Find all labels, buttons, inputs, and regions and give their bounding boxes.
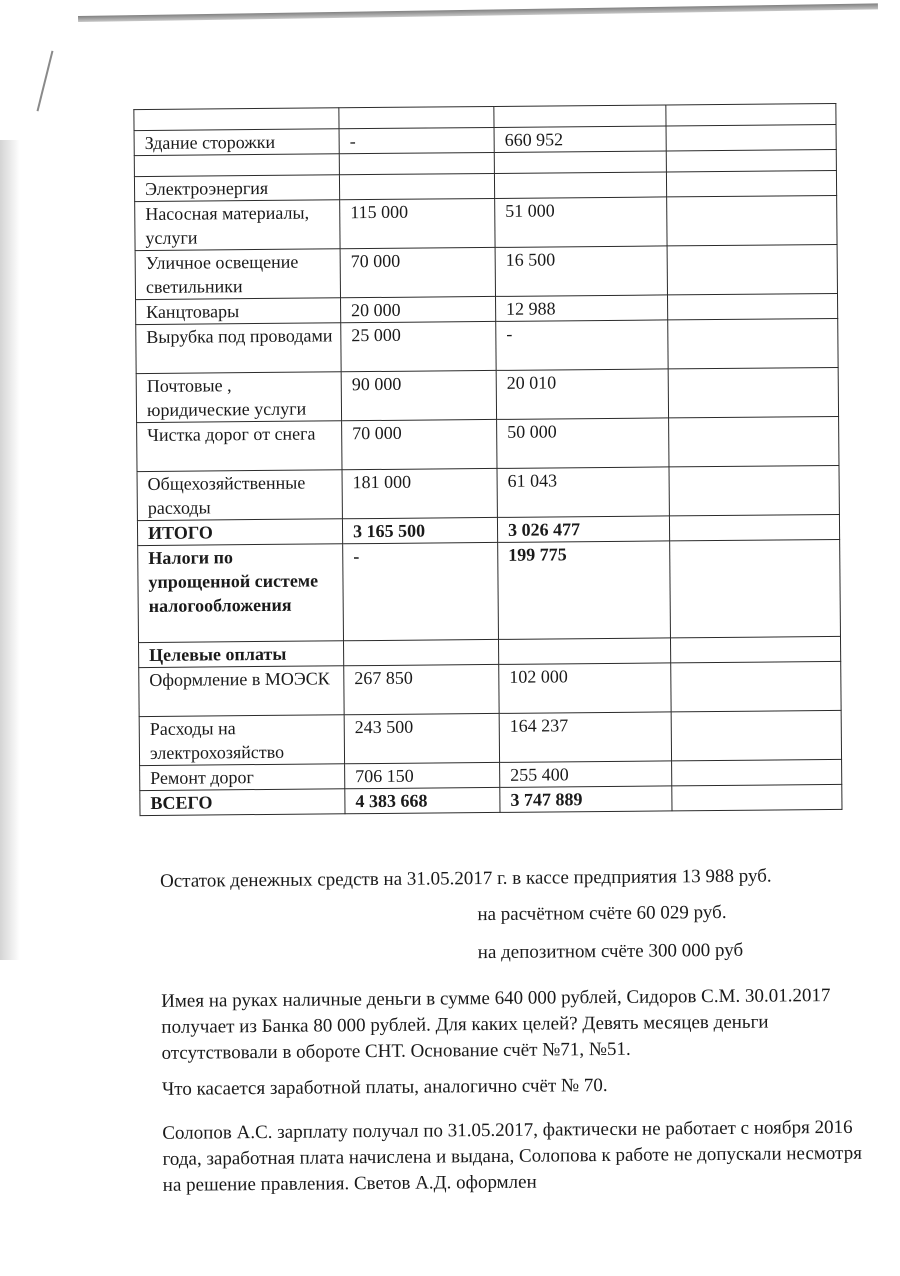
balance-line-1: Остаток денежных средств на 31.05.2017 г. в кассе предприятия 13 988 руб. (160, 865, 772, 892)
empty-cell (666, 149, 836, 171)
plan-value-cell: 706 150 (345, 762, 500, 788)
paragraph-cash-withdrawal: Имея на руках наличные деньги в сумме 640 000 рублей, Сидоров С.М. 30.01.2017 получает из Банка 80 000 рублей. Для каких целей? Девять месяцев деньги отсутствовали в обороте СНТ. Основание счёт №71, №51. (161, 985, 831, 1064)
plan-value-cell: 90 000 (341, 370, 496, 420)
plan-value-cell: 3 165 500 (342, 517, 497, 543)
expense-table-body (134, 103, 842, 815)
plan-value-cell: 267 850 (344, 664, 499, 714)
table-row (138, 539, 841, 642)
actual-value-cell (494, 172, 666, 199)
row-label-cell: ВСЕГО (140, 789, 345, 816)
plan-value-cell: 20 000 (341, 296, 496, 322)
empty-cell (668, 367, 838, 417)
plan-value-cell: - (343, 542, 499, 640)
plan-value-cell (339, 106, 494, 128)
empty-cell (668, 318, 838, 368)
actual-value-cell: 16 500 (495, 246, 667, 296)
actual-value-cell (494, 105, 666, 128)
balance-line-3: на депозитном счёте 300 000 руб (477, 939, 744, 964)
empty-cell (670, 636, 840, 662)
actual-value-cell: 164 237 (499, 712, 671, 762)
actual-value-cell (498, 638, 670, 665)
row-label-cell: Насосная материалы, услуги (135, 200, 340, 251)
row-label-cell: Уличное освещение светильники (135, 249, 340, 300)
row-label-cell: Оформление в МОЭСК (139, 666, 344, 717)
row-label-cell: ИТОГО (137, 519, 342, 546)
actual-value-cell: 50 000 (497, 418, 669, 468)
actual-value-cell: 102 000 (499, 663, 671, 713)
table-row (136, 367, 838, 422)
expense-table (133, 103, 842, 816)
row-label-cell: Чистка дорог от снега (137, 421, 342, 472)
plan-value-cell (339, 152, 494, 174)
actual-value-cell: 12 988 (496, 295, 668, 322)
empty-cell (667, 195, 837, 245)
empty-cell (667, 293, 837, 319)
empty-cell (672, 784, 842, 810)
plan-value-cell: 181 000 (342, 468, 497, 518)
actual-value-cell: 660 952 (494, 126, 666, 153)
empty-cell (669, 465, 839, 515)
row-label-cell: Общехозяйственные расходы (137, 470, 342, 521)
empty-cell (670, 539, 841, 637)
empty-cell (671, 661, 841, 711)
row-label-cell (134, 154, 339, 177)
actual-value-cell (494, 151, 666, 174)
table-row (136, 318, 838, 373)
actual-value-cell: 3 747 889 (500, 786, 672, 813)
actual-value-cell: 3 026 477 (497, 516, 669, 543)
row-label-cell: Ремонт дорог (140, 764, 345, 791)
actual-value-cell: 51 000 (495, 197, 667, 247)
actual-value-cell: 61 043 (497, 467, 669, 517)
plan-value-cell: - (339, 127, 494, 153)
row-label-cell (134, 108, 339, 131)
plan-value-cell: 4 383 668 (345, 787, 500, 813)
table-row (135, 195, 837, 250)
balance-line-2: на расчётном счёте 60 029 руб. (477, 901, 727, 926)
table-row (135, 244, 837, 299)
paragraph-salary: Что касается заработной платы, аналогично счёт № 70. (161, 1074, 608, 1100)
plan-value-cell (339, 173, 494, 199)
row-label-cell: Расходы на электрохозяйство (139, 715, 344, 766)
row-label-cell: Здание сторожки (134, 129, 339, 156)
plan-value-cell: 70 000 (340, 247, 495, 297)
plan-value-cell (344, 639, 499, 665)
paragraph-solopov: Солопов А.С. зарплату получал по 31.05.2017, фактически не работает с ноября 2016 года, заработная плата начислена и выдана, Солопова к работе не допускали несмотря на решение правления. Светов А.Д. оформлен (162, 1116, 862, 1196)
actual-value-cell: - (496, 320, 668, 370)
empty-cell (669, 416, 839, 466)
empty-cell (666, 170, 836, 196)
plan-value-cell: 115 000 (340, 198, 495, 248)
table-row (137, 465, 839, 520)
row-label-cell: Почтовые , юридические услуги (136, 372, 341, 423)
empty-cell (666, 124, 836, 150)
empty-cell (666, 103, 836, 125)
row-label-cell: Налоги по упрощенной системе налогообложения (138, 544, 344, 643)
empty-cell (672, 759, 842, 785)
actual-value-cell: 20 010 (496, 369, 668, 419)
row-label-cell: Вырубка под проводами (136, 323, 341, 374)
plan-value-cell: 70 000 (342, 419, 497, 469)
plan-value-cell: 243 500 (344, 713, 499, 763)
empty-cell (671, 710, 841, 760)
empty-cell (669, 514, 839, 540)
table-row (137, 416, 839, 471)
row-label-cell: Электроэнергия (134, 175, 339, 202)
plan-value-cell: 25 000 (341, 321, 496, 371)
empty-cell (667, 244, 837, 294)
actual-value-cell: 199 775 (498, 541, 671, 639)
table-row (139, 661, 841, 716)
row-label-cell: Целевые оплаты (139, 641, 344, 668)
row-label-cell: Канцтовары (136, 298, 341, 325)
table-row (139, 710, 841, 765)
actual-value-cell: 255 400 (500, 761, 672, 788)
